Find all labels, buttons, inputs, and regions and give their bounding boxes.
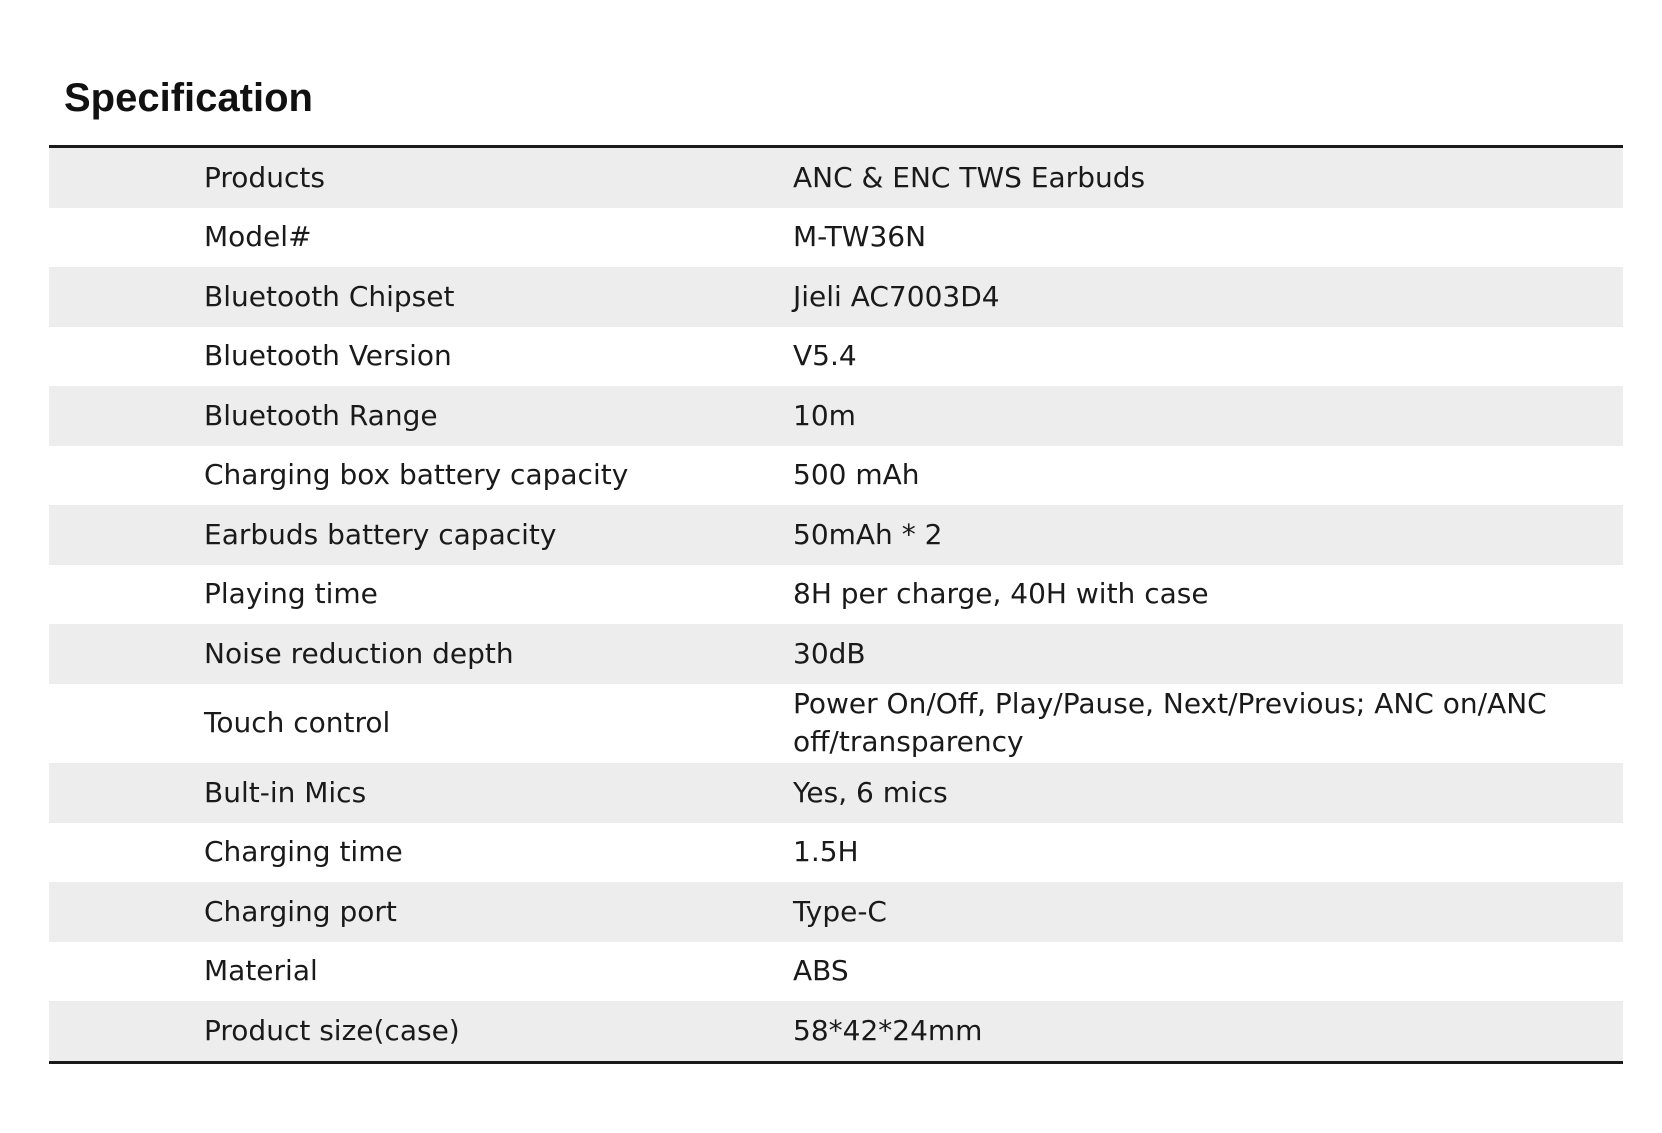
spec-value: Jieli AC7003D4 bbox=[793, 279, 1000, 313]
spec-value: Power On/Off, Play/Pause, Next/Previous; ANC on/ANC off/transparency bbox=[793, 687, 1547, 759]
spec-table bbox=[49, 145, 1623, 1064]
table-row bbox=[49, 763, 1623, 823]
spec-label: Products bbox=[204, 160, 325, 194]
spec-value: Type-C bbox=[793, 894, 887, 928]
table-row bbox=[49, 882, 1623, 942]
spec-value: 30dB bbox=[793, 636, 866, 670]
table-row bbox=[49, 1001, 1623, 1061]
spec-value: ANC & ENC TWS Earbuds bbox=[793, 160, 1146, 194]
spec-value: 10m bbox=[793, 398, 856, 432]
spec-label: Product size(case) bbox=[204, 1013, 460, 1047]
spec-label: Bluetooth Version bbox=[204, 339, 452, 373]
spec-label: Bluetooth Chipset bbox=[204, 279, 455, 313]
table-row bbox=[49, 267, 1623, 327]
spec-value: 50mAh * 2 bbox=[793, 517, 943, 551]
spec-label: Playing time bbox=[204, 577, 378, 611]
spec-label: Noise reduction depth bbox=[204, 636, 514, 670]
spec-label: Charging port bbox=[204, 894, 397, 928]
spec-value: V5.4 bbox=[793, 339, 857, 373]
table-row bbox=[49, 148, 1623, 208]
page-title: Specification bbox=[64, 76, 313, 120]
spec-value: M-TW36N bbox=[793, 220, 927, 254]
spec-value: 500 mAh bbox=[793, 458, 920, 492]
spec-value: ABS bbox=[793, 954, 849, 988]
table-row bbox=[49, 386, 1623, 446]
spec-value: 1.5H bbox=[793, 835, 859, 869]
table-row bbox=[49, 942, 1623, 1002]
table-row bbox=[49, 446, 1623, 506]
spec-value: Yes, 6 mics bbox=[793, 775, 948, 809]
spec-label: Model# bbox=[204, 220, 312, 254]
spec-value: 58*42*24mm bbox=[793, 1013, 983, 1047]
table-row bbox=[49, 327, 1623, 387]
table-row bbox=[49, 505, 1623, 565]
spec-label: Charging box battery capacity bbox=[204, 458, 629, 492]
spec-label: Bluetooth Range bbox=[204, 398, 438, 432]
spec-value: 8H per charge, 40H with case bbox=[793, 577, 1209, 611]
table-row bbox=[49, 684, 1623, 764]
table-row bbox=[49, 624, 1623, 684]
spec-label: Earbuds battery capacity bbox=[204, 517, 557, 551]
spec-label: Touch control bbox=[204, 706, 391, 740]
table-row bbox=[49, 565, 1623, 625]
table-row bbox=[49, 823, 1623, 883]
spec-label: Charging time bbox=[204, 835, 403, 869]
table-row bbox=[49, 208, 1623, 268]
spec-label: Material bbox=[204, 954, 318, 988]
spec-label: Bult-in Mics bbox=[204, 775, 367, 809]
